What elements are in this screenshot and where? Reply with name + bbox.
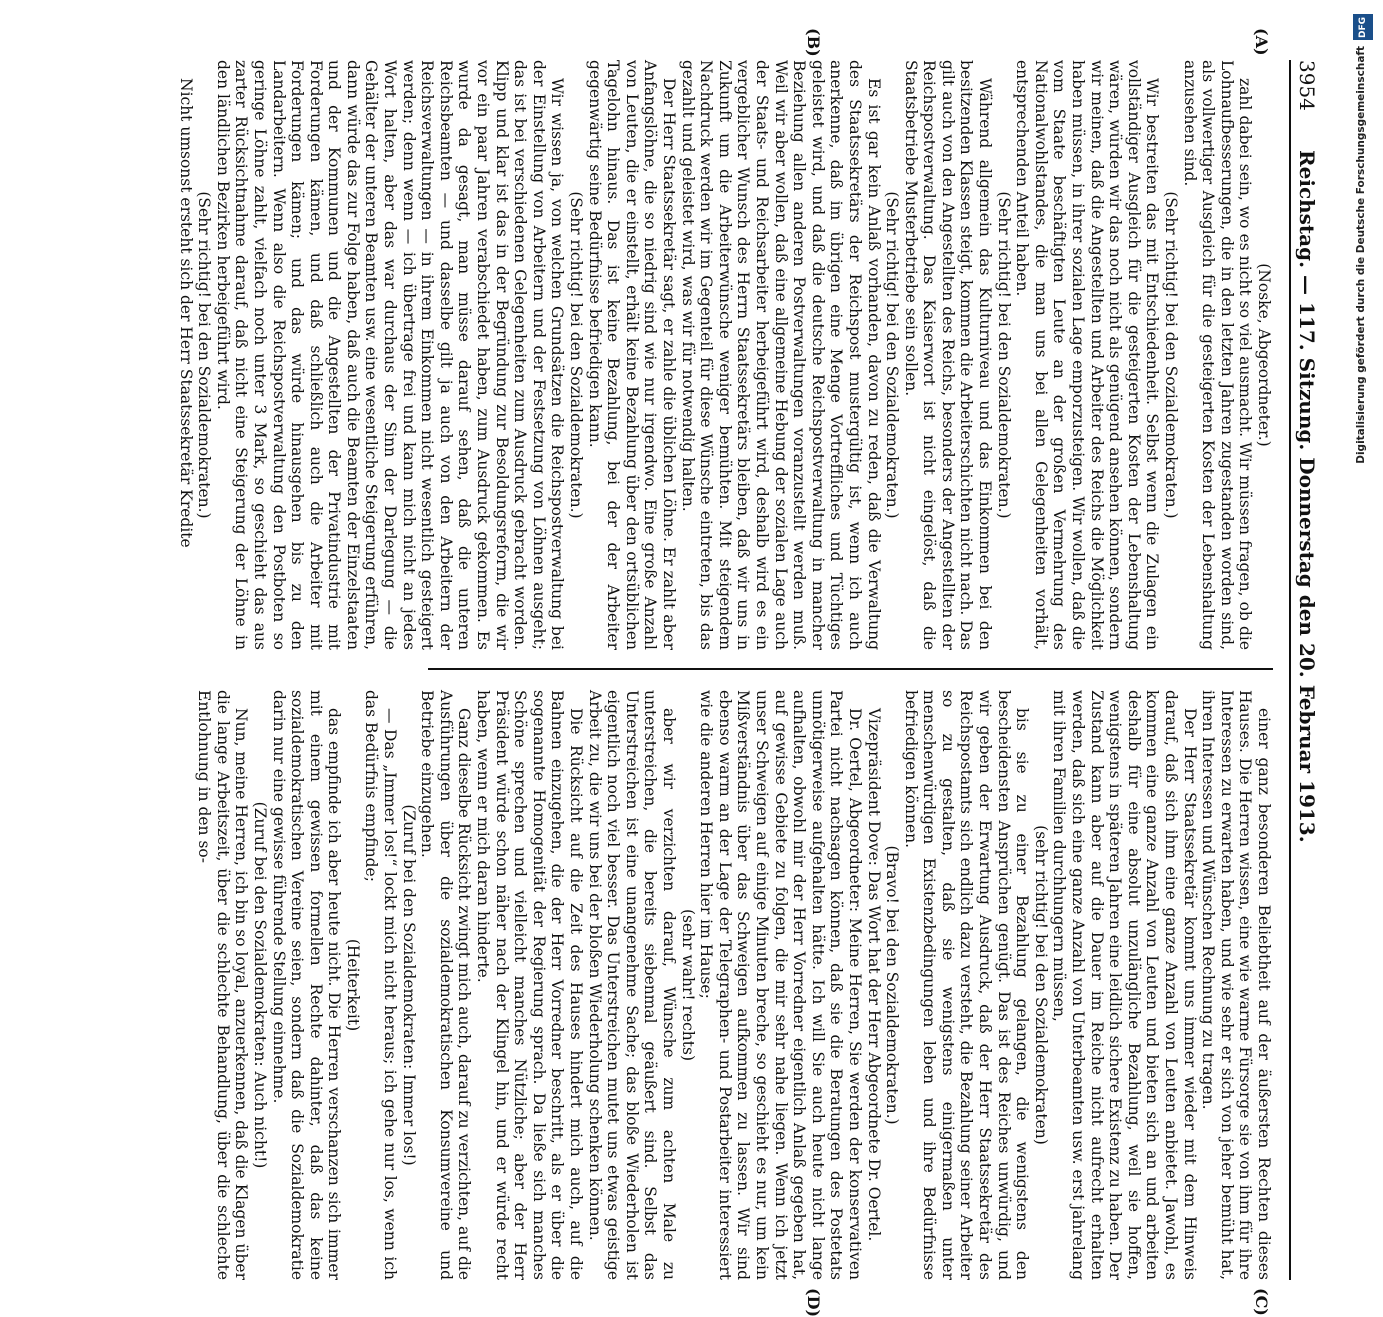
paragraph: (Sehr richtig! bei den Sozialdemokraten.) — [994, 191, 1013, 519]
paragraph: Ganz dieselbe Rücksicht zwingt mich auch, darauf zu verzichten, auf die Ausführungen über die sozialdemokratischen Konsumvereine und Betriebe einzugehen. — [418, 690, 474, 1280]
paragraph: Die Rücksicht auf die Zeit des Hauses hindert mich auch, auf die Bahnen einzugehen, die der Herr Vorredner beschritt, als er über die sogenannte Homogenität der Regierung sprach. Da ließe sich manches Schöne sprechen und vielleicht manches Nützliche; aber der Herr Präsident würde schon näher nach der Klingel hin, und er würde recht haben, wenn er mich daran hinderte. — [474, 690, 586, 1280]
paragraph: (Noske, Abgeordneter.) — [1255, 263, 1273, 447]
paragraph: (Sehr richtig! bei den Sozialdemokraten.) — [567, 191, 586, 519]
page-title: Reichstag. — 117. Sitzung. Donnerstag den 20. Februar 1913. — [1295, 150, 1319, 843]
paragraph: (Bravo! bei den Sozialdemokraten.) — [883, 845, 902, 1125]
paragraph: bis sie zu einer Bezahlung gelangen, die wenigstens den bescheidensten Ansprüchen genügt. Das ist des Reiches unwürdig, und wir geben der Erwartung Ausdruck, daß der Herr Staatssekretär des Reichspostamts sich endlich dazu versteht, die Bezahlung seiner Arbeiter so zu gestalten, daß sie wenigstens einigermaßen unter menschenwürdigen Existenzbedingungen leben und ihre Bedürfnisse befriedigen können. — [901, 690, 1032, 1280]
paragraph: — Das „Immer los!“ lockt mich nicht heraus; ich gehe nur los, wenn ich das Bedürfnis empfinde; — [362, 690, 400, 1280]
paragraph: Vizepräsident Dove: Das Wort hat der Herr Abgeordnete Dr. Oertel. — [864, 708, 883, 1242]
paragraph: (Sehr richtig! bei den Sozialdemokraten.) — [883, 191, 902, 519]
margin-mark-c: (C) — [1252, 1288, 1271, 1316]
right-column — [195, 690, 1273, 1280]
paragraph: Nun, meine Herren, ich bin so loyal, anzuerkennen, daß die Klagen über die lange Arbeitszeit, über die schlechte Behandlung, über die schlechte Entlohnung in den so- — [195, 690, 251, 1280]
digitization-note: Digitalisierung gefördert durch die Deutsche Forschungsgemeinschaft — [1355, 46, 1367, 464]
paragraph: Nicht umsonst ersteht sich der Herr Staatssekretär Kredite — [176, 78, 195, 548]
paragraph: (sehr richtig! bei den Sozialdemokraten) — [1031, 825, 1050, 1145]
paragraph: (Zuruf bei den Sozialdemokraten: Auch nicht!) — [250, 801, 269, 1169]
paragraph: (Sehr richtig! bei den Sozialdemokraten.) — [1162, 191, 1181, 519]
paragraph: einer ganz besonderen Beliebtheit auf der äußersten Rechten dieses Hauses. Die Herren wissen, eine wie warme Fürsorge sie von ihm für ihre Interessen zu erwarten haben, und wie sehr er sich von jeher bemüht hat, ihren Interessen und Wünschen Rechnung zu tragen. — [1199, 690, 1273, 1280]
paragraph: das empfinde ich aber heute nicht. Die Herren verschanzen sich immer mit einem gewissen formellen Rechte dahinter, daß das keine sozialdemokratischen Vereine seien, sondern daß die Sozialdemokratie darin nur eine gewisse führende Stellung einnehme. — [269, 690, 344, 1280]
paragraph: Der Herr Staatssekretär sagt, er zahle die üblichen Löhne. Er zahlt aber Anfangslöhne, die so niedrig sind wie nur irgendwo. Eine große Anzahl von Leuten, die er einstellt, erhält keine Bezahlung über den ortsüblichen Tagelohn hinaus. Das ist keine Bezahlung, bei der der Arbeiter gegenwärtig seine Bedürfnisse befriedigen kann. — [585, 60, 678, 650]
margin-mark-b: (B) — [804, 28, 823, 57]
page-number: 3954 — [1295, 60, 1319, 111]
margin-mark-d: (D) — [804, 1288, 823, 1317]
paragraph: Es ist gar kein Anlaß vorhanden, davon zu reden, daß die Verwaltung des Staatssekretärs der Reichspost mustergültig ist, wenn ich auch anerkenne, daß im übrigen eine Menge Vortreffliches und Tüchtiges geleistet wird, und daß die deutsche Reichspostverwaltung in mancher Beziehung allen anderen Postverwaltungen voranzustellt werden muß. Weil wir aber wollen, daß eine allgemeine Hebung der sozialen Lage auch der Staats- und Reichsarbeiter herbeigeführt wird, deshalb wird es ein vergeblicher Wunsch des Herrn Staatssekretärs bleiben, daß wir uns in Zukunft um die Arbeiterwünsche weniger bemühten. Mit steigendem Nachdruck werden wir im Gegenteil für diese Wünsche eintreten, bis das gezahlt und geleistet wird, was wir für notwendig halten. — [678, 60, 883, 650]
side-strip — [1352, 10, 1374, 990]
column-divider — [428, 668, 1273, 670]
dfg-logo-icon: DFG — [1353, 14, 1373, 40]
paragraph: aber wir verzichten darauf, Wünsche zum achten Male zu unterstreichen, die bereits siebenmal geäußert sind. Selbst das Unterstreichen ist eine unangenehme Sache; das bloße Wiederholen ist eigentlich noch viel besser. Das Unterstreichen mutet uns etwas geistige Arbeit zu, die wir uns bei der bloßen Wiederholung schenken können. — [585, 690, 678, 1280]
paragraph: Wir bestreiten das mit Entschiedenheit. Selbst wenn die Zulagen ein vollständiger Ausgleich für die gesteigerten Kosten der Lebenshaltung wären, würden wir das noch nicht als genügend ansehen können, sondern wir meinen, daß die Angestellten und Arbeiter des Reichs die Möglichkeit haben müssen, in ihrer sozialen Lage emporzusteigen. Wir wollen, daß die vom Staate beschäftigten Leute an der großen Vermehrung des Nationalwohlstandes, die man uns bei allen Gelegenheiten vorhält, entsprechenden Anteil haben. — [1013, 60, 1162, 650]
paragraph: zahl dabei sein, wo es nicht so viel ausmacht. Wir müssen fragen, ob die Lohnaufbesserungen, die in den letzten Jahren zugestanden worden sind, als vollwertiger Ausgleich für die gesteigerten Kosten der Lebenshaltung anzusehen sind. — [1180, 60, 1255, 650]
margin-mark-a: (A) — [1252, 28, 1271, 56]
paragraph: Der Herr Staatssekretär kommt uns immer wieder mit dem Hinweis darauf, daß sich ihm eine ganze Anzahl von Leuten anbietet. Jawohl, es kommen eine ganze Anzahl von Leuten und bieten sich an und arbeiten deshalb für eine absolut unzulängliche Bezahlung, weil sie hoffen, wenigstens in späteren Jahren eine leidlich sichere Existenz zu haben. Der Zustand kann aber auf die Dauer im Reiche nicht aufrecht erhalten werden, daß sich eine ganze Anzahl von Unterbeamten usw. erst jahrelang mit ihren Familien durchhungern müssen, — [1050, 690, 1199, 1280]
paragraph: (Zuruf bei den Sozialdemokraten: Immer los!) — [399, 804, 418, 1166]
paragraph: Wir wissen ja, von welchen Grundsätzen die Reichspostverwaltung bei der Einstellung von Arbeitern und der Festsetzung von Löhnen ausgeht; das ist bei verschiedenen Gelegenheiten zum Ausdruck gebracht worden. Klipp und klar ist das in der Begründung zur Besoldungsreform, die wir vor ein paar Jahren verabschiedet haben, zum Ausdruck gekommen. Es wurde da gesagt, man müsse darauf sehen, daß die unteren Reichsbeamten — und dasselbe gilt ja auch von den Arbeitern der Reichsverwaltungen — in ihrem Einkommen nicht wesentlich gesteigert werden; denn wenn — ich übertrage frei und kann mich nicht an jedes Wort halten, aber das war durchaus der Sinn der Darlegung — die Gehälter der unteren Beamten usw. eine wesentliche Steigerung erführen, dann würde das zur Folge haben, daß auch die Beamten der Einzelstaaten und der Kommunen und die Angestellten der Privatindustrie mit Forderungen kämen, und daß schließlich auch die Arbeiter mit Forderungen kämen; und das würde hinausgehen bis zu den Landarbeitern. Wenn also die Reichspostverwaltung den Postboten so geringe Löhne zahlt, vielfach noch unter 3 Mark, so geschieht das aus zarter Rücksichtnahme darauf, daß nicht eine Steigerung der Löhne in den ländlichen Bezirken herbeigeführt wird. — [213, 60, 567, 650]
paragraph: (Sehr richtig! bei den Sozialdemokraten.) — [195, 191, 214, 519]
paragraph: Während allgemein das Kulturniveau und das Einkommen bei den besitzenden Klassen steigt, kommen die Arbeiterschichten nicht nach. Das gilt auch von den Angestellten des Reichs, besonders der Angestellten der Reichspostverwaltung. Das Kaiserwort ist nicht eingelöst, daß die Staatsbetriebe Musterbetriebe sein sollen. — [901, 60, 995, 650]
paragraph: Dr. Oertel, Abgeordneter: Meine Herren, Sie werden der konservativen Partei nicht nachsagen können, daß sie die Beratungen des Postetats unnötigerweise aufgehalten hätte. Ich will Sie auch heute nicht lange aufhalten, obwohl mir der Herr Vorredner eigentlich Anlaß gegeben hat, auf gewisse Gebiete zu folgen, die mir sehr nahe liegen. Wenn ich jetzt unser Schweigen auf einige Minuten breche, so geschieht es nur, um kein Mißverständnis über das Schweigen aufkommen zu lassen. Wir sind ebenso warm an der Lage der Telegraphen- und Postarbeiter interessiert wie die anderen Herren hier im Hause; — [697, 690, 864, 1280]
paragraph: (sehr wahr! rechts) — [678, 908, 697, 1062]
paragraph: (Heiterkeit) — [343, 938, 362, 1032]
page-header — [1289, 60, 1323, 1280]
left-column — [176, 60, 1273, 650]
